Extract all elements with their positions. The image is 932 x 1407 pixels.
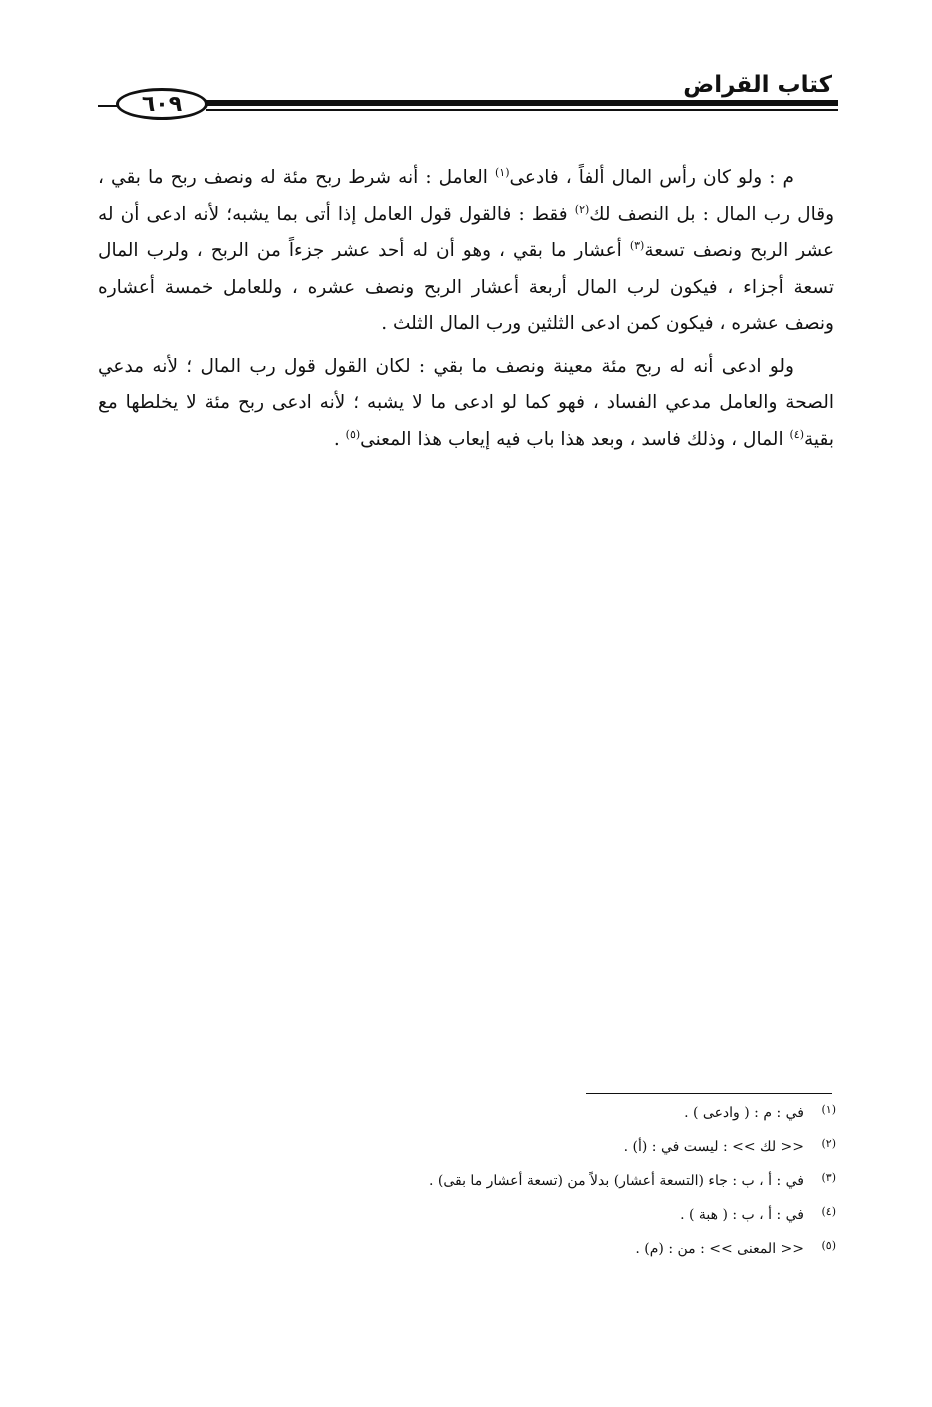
book-title: كتاب القراض <box>683 72 832 98</box>
footnote-marker: (٣) <box>629 238 645 252</box>
page-number-badge <box>116 88 208 120</box>
footnote-separator <box>586 1093 832 1094</box>
footnote-text: << المعنى >> : من : (م) . <box>635 1241 804 1257</box>
footnote-number: (١) <box>821 1103 836 1116</box>
footnote-number: (٣) <box>821 1171 836 1184</box>
page-header <box>98 70 838 130</box>
text-run: أعشار ما بقي ، وهو أن له أحد عشر جزءاً من الربح ، ولرب المال تسعة أجزاء ، فيكون لرب المال أربعة أعشار الربح ونصف عشره ، وللعامل خمسة أعشاره ونصف عشره ، فيكون كمن ادعى الثلثين ورب المال الثلث . <box>98 240 834 334</box>
text-run: العامل : أنه شرط ربح مئة له ونصف ربح ما بقي ، وقال رب المال : بل النصف لك <box>98 167 834 225</box>
text-run: . <box>333 428 346 450</box>
footnote-item <box>276 1239 836 1273</box>
footnote-marker: (٥) <box>345 427 361 441</box>
footnote-text: في : م : ( وادعى ) . <box>684 1105 804 1121</box>
paragraph-1 <box>98 160 834 343</box>
header-rule-thin <box>206 109 838 111</box>
footnote-number: (٥) <box>821 1239 836 1252</box>
footnote-number: (٤) <box>821 1205 836 1218</box>
text-run: المال ، وذلك فاسد ، وبعد هذا باب فيه إيعاب هذا المعنى <box>360 428 790 450</box>
text-run: فقط : فالقول قول العامل إذا أتى بما يشبه؛ لأنه ادعى أن له عشر الربح ونصف تسعة <box>98 203 834 261</box>
footnote-marker: (٢) <box>574 202 590 216</box>
page-number: ٦٠٩ <box>141 91 183 117</box>
footnote-item <box>276 1205 836 1239</box>
footnotes-list <box>276 1103 836 1273</box>
footnote-number: (٢) <box>821 1137 836 1150</box>
text-run: ولو ادعى أنه له ربح مئة معينة ونصف ما بقي : لكان القول قول رب المال ؛ لأنه مدعي الصحة والعامل مدعي الفساد ، فهو كما لو ادعى ما لا يشبه ؛ لأنه ادعى ربح مئة لا يخلطها مع بقية <box>98 355 834 450</box>
footnote-marker: (١) <box>495 165 510 179</box>
footnote-text: في : أ ، ب : جاء (التسعة أعشار) بدلاً من (تسعة أعشار ما بقى) . <box>428 1173 804 1189</box>
footnote-text: << لك >> : ليست في : (أ) . <box>623 1139 804 1155</box>
header-rule-thick <box>206 100 838 106</box>
footnote-item <box>276 1171 836 1205</box>
footnote-item <box>276 1137 836 1171</box>
main-text <box>98 160 834 458</box>
footnote-item <box>276 1103 836 1137</box>
paragraph-2 <box>98 349 834 459</box>
footnote-text: في : أ ، ب : ( هبة ) . <box>680 1207 804 1223</box>
footnote-marker: (٤) <box>789 427 804 441</box>
text-run: م : ولو كان رأس المال ألفاً ، فادعى <box>509 167 794 188</box>
